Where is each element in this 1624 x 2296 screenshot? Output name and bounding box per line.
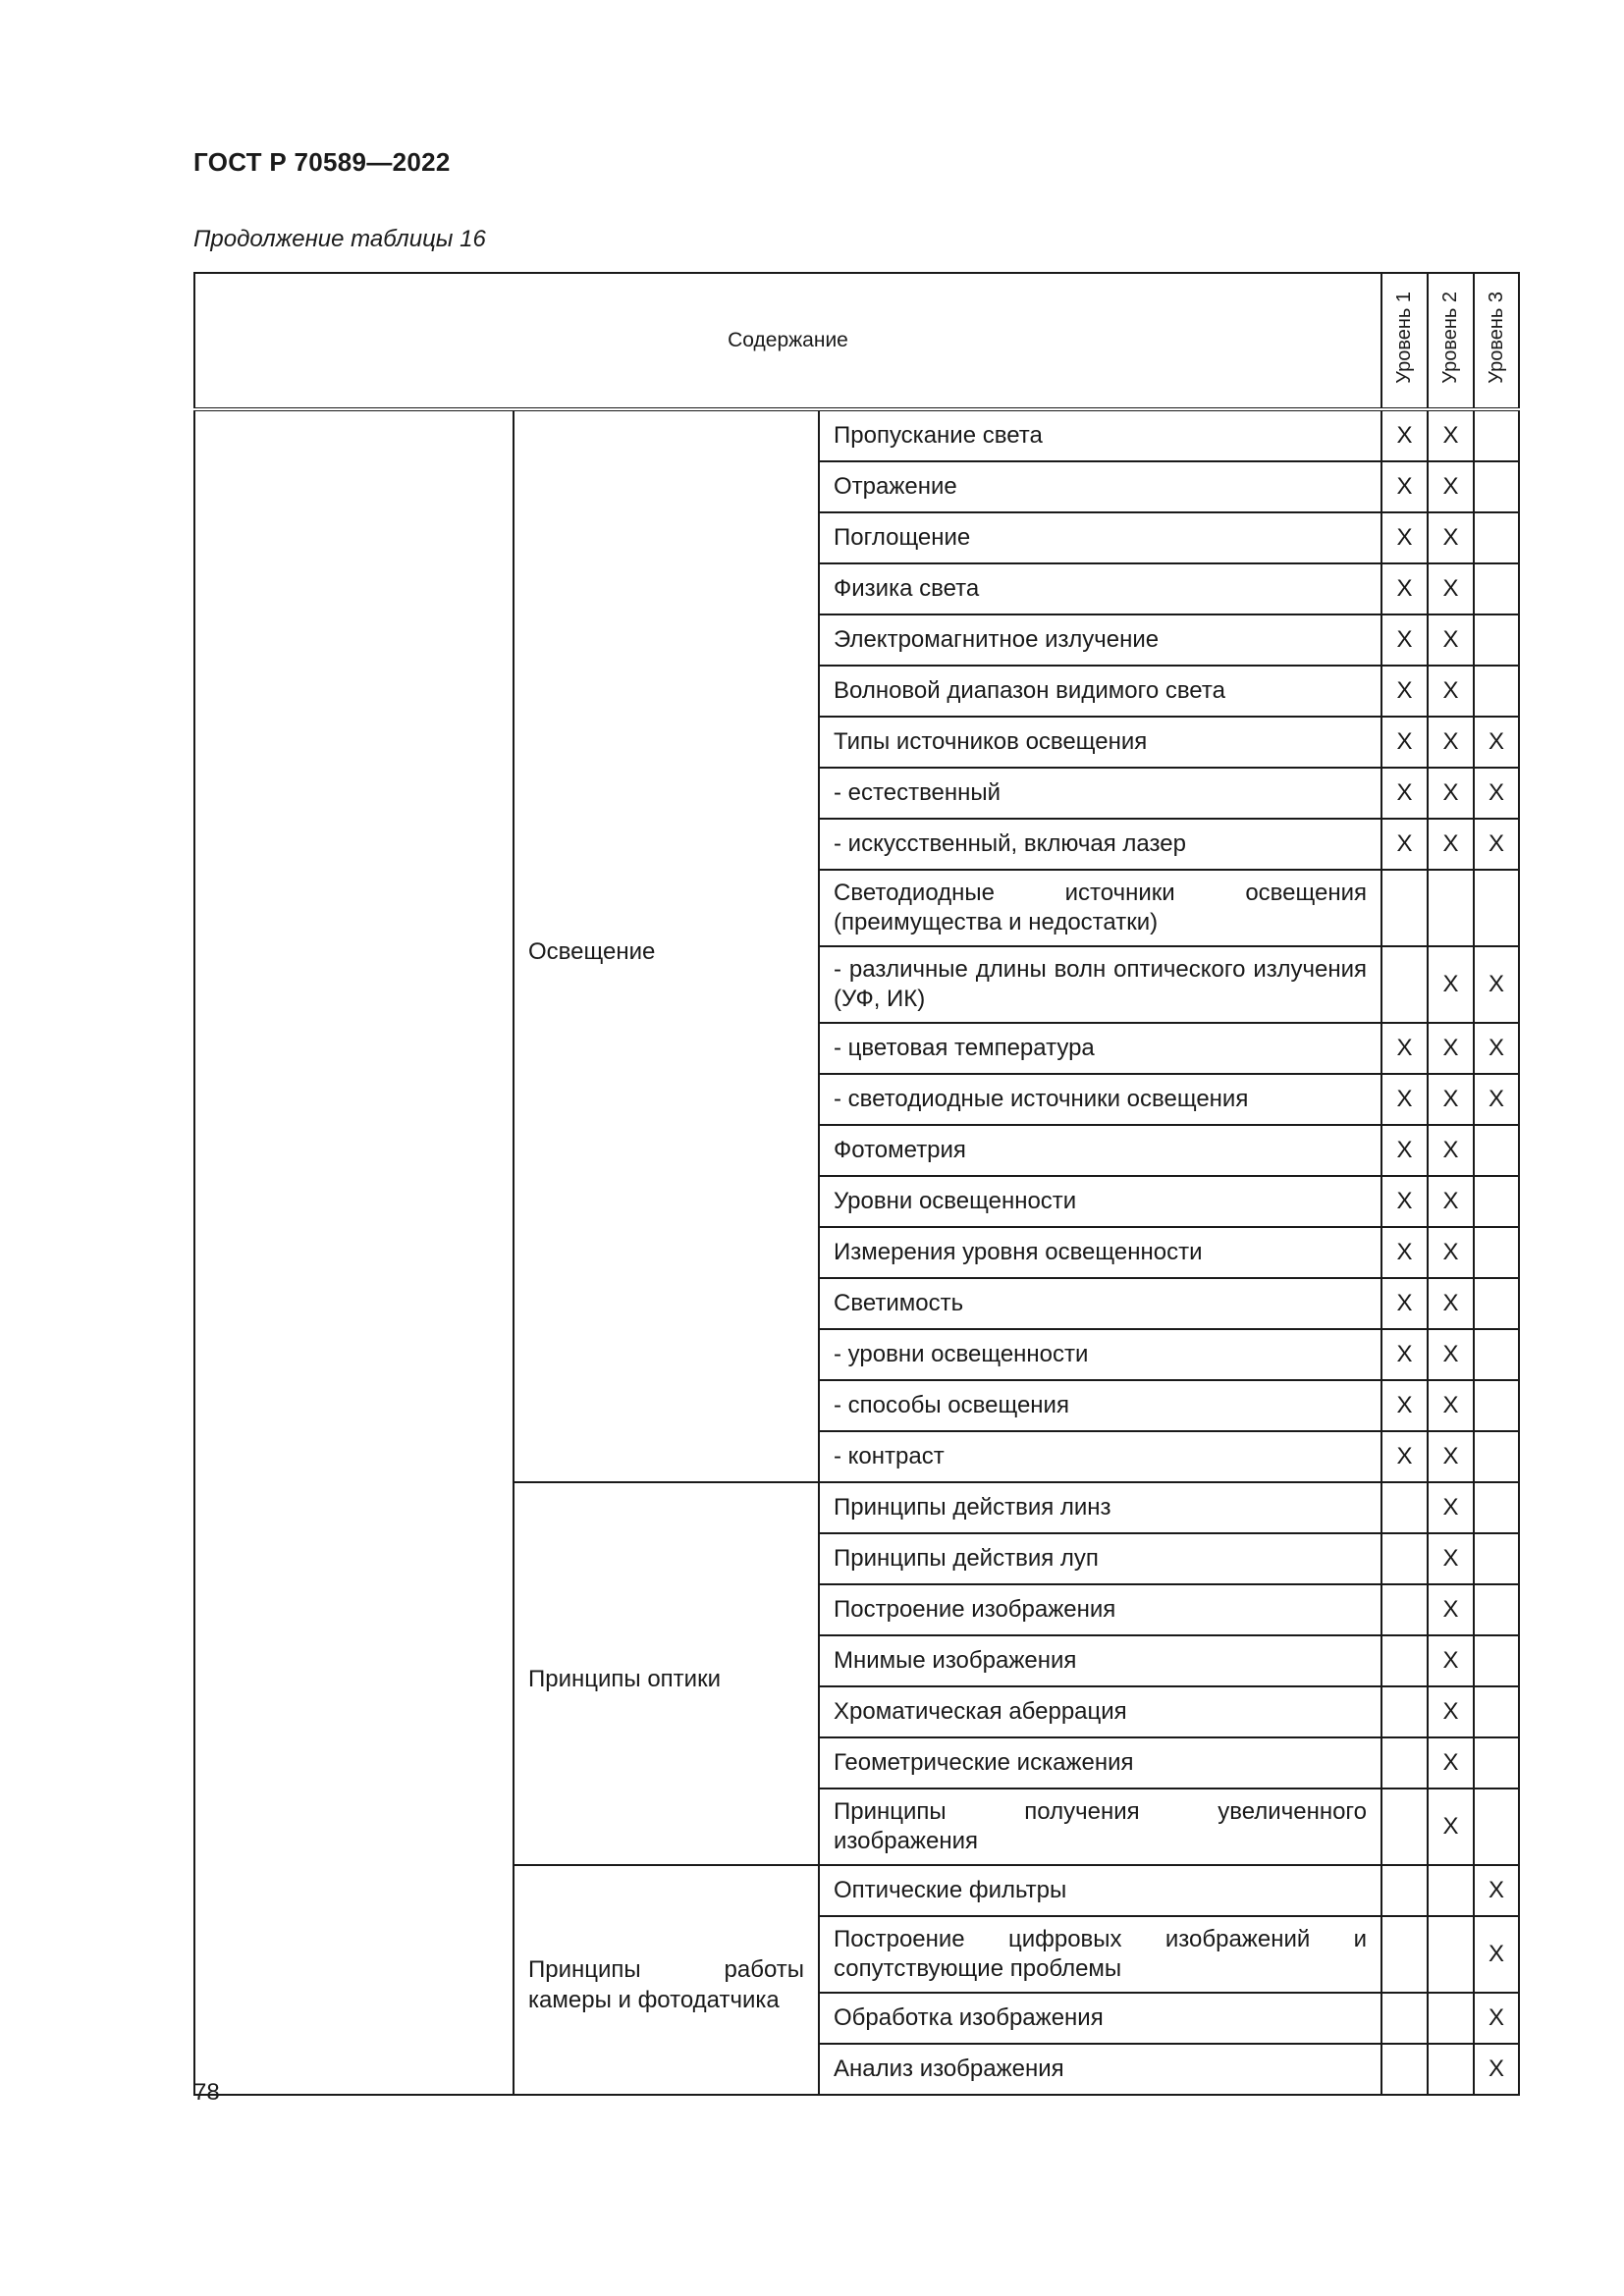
level-2-mark: X	[1428, 512, 1474, 563]
item-cell: Волновой диапазон видимого света	[819, 666, 1381, 717]
level-3-mark: X	[1474, 1865, 1519, 1916]
level-3-mark: X	[1474, 717, 1519, 768]
header-level-3	[1474, 273, 1519, 409]
level-3-mark: X	[1474, 1993, 1519, 2044]
level-1-mark	[1381, 1686, 1428, 1737]
item-cell: Принципы получения увеличенного изображения	[819, 1789, 1381, 1865]
item-cell: - уровни освещенности	[819, 1329, 1381, 1380]
level-1-mark	[1381, 1993, 1428, 2044]
level-3-mark	[1474, 666, 1519, 717]
page-number: 78	[193, 2079, 220, 2106]
level-1-mark: X	[1381, 1380, 1428, 1431]
level-1-mark	[1381, 1789, 1428, 1865]
level-3-mark	[1474, 563, 1519, 614]
level-1-mark: X	[1381, 717, 1428, 768]
level-3-mark	[1474, 1176, 1519, 1227]
level-3-mark	[1474, 1125, 1519, 1176]
level-2-mark: X	[1428, 1431, 1474, 1482]
level-1-mark: X	[1381, 1278, 1428, 1329]
item-cell: Геометрические искажения	[819, 1737, 1381, 1789]
level-2-mark	[1428, 1993, 1474, 2044]
level-3-mark	[1474, 1789, 1519, 1865]
level-2-mark: X	[1428, 1074, 1474, 1125]
item-cell: Принципы действия линз	[819, 1482, 1381, 1533]
level-2-mark: X	[1428, 1686, 1474, 1737]
level-2-mark: X	[1428, 717, 1474, 768]
level-2-mark: X	[1428, 1278, 1474, 1329]
level-2-mark: X	[1428, 1380, 1474, 1431]
level-2-mark: X	[1428, 768, 1474, 819]
level-2-mark	[1428, 1916, 1474, 1993]
document-title: ГОСТ Р 70589—2022	[193, 147, 451, 177]
level-2-mark: X	[1428, 819, 1474, 870]
level-2-mark: X	[1428, 1227, 1474, 1278]
header-level-1	[1381, 273, 1428, 409]
level-2-mark: X	[1428, 563, 1474, 614]
level-3-mark	[1474, 1227, 1519, 1278]
level-1-mark: X	[1381, 819, 1428, 870]
table-caption: Продолжение таблицы 16	[193, 226, 486, 252]
level-2-mark: X	[1428, 1176, 1474, 1227]
level-3-mark: X	[1474, 819, 1519, 870]
level-2-mark: X	[1428, 666, 1474, 717]
item-cell: Мнимые изображения	[819, 1635, 1381, 1686]
level-2-mark: X	[1428, 1023, 1474, 1074]
level-2-mark: X	[1428, 409, 1474, 461]
item-cell: Физика света	[819, 563, 1381, 614]
level-2-mark: X	[1428, 1329, 1474, 1380]
level-1-mark	[1381, 870, 1428, 946]
level-1-mark: X	[1381, 1227, 1428, 1278]
level-1-mark: X	[1381, 461, 1428, 512]
level-1-mark	[1381, 946, 1428, 1023]
level-3-mark	[1474, 1584, 1519, 1635]
level-1-mark: X	[1381, 1074, 1428, 1125]
level-3-mark: X	[1474, 1023, 1519, 1074]
level-3-mark: X	[1474, 1916, 1519, 1993]
level-2-mark: X	[1428, 946, 1474, 1023]
level-1-mark: X	[1381, 768, 1428, 819]
level-1-mark	[1381, 1635, 1428, 1686]
level-2-mark: X	[1428, 1533, 1474, 1584]
level-1-mark: X	[1381, 1125, 1428, 1176]
level-3-mark: X	[1474, 2044, 1519, 2095]
level-1-mark: X	[1381, 409, 1428, 461]
level-1-mark: X	[1381, 563, 1428, 614]
level-3-mark	[1474, 1278, 1519, 1329]
level-2-mark	[1428, 1865, 1474, 1916]
level-3-mark	[1474, 1635, 1519, 1686]
level-1-mark	[1381, 1482, 1428, 1533]
level-2-mark	[1428, 870, 1474, 946]
item-cell: - искусственный, включая лазер	[819, 819, 1381, 870]
level-3-mark	[1474, 1686, 1519, 1737]
item-cell: - контраст	[819, 1431, 1381, 1482]
item-cell: - цветовая температура	[819, 1023, 1381, 1074]
item-cell: Отражение	[819, 461, 1381, 512]
group-name: Принципы работы камеры и фотодатчика	[514, 1865, 819, 2095]
level-3-mark	[1474, 1533, 1519, 1584]
level-1-mark: X	[1381, 1329, 1428, 1380]
level-3-mark: X	[1474, 946, 1519, 1023]
item-cell: Построение изображения	[819, 1584, 1381, 1635]
header-level-1-label: Уровень 1	[1393, 291, 1415, 384]
level-1-mark: X	[1381, 1176, 1428, 1227]
level-3-mark	[1474, 614, 1519, 666]
level-3-mark	[1474, 1482, 1519, 1533]
level-2-mark: X	[1428, 1635, 1474, 1686]
level-3-mark	[1474, 870, 1519, 946]
item-cell: Хроматическая аберрация	[819, 1686, 1381, 1737]
level-3-mark	[1474, 1380, 1519, 1431]
content-table	[193, 272, 1520, 2096]
item-cell: Построение цифровых изображений и сопутствующие проблемы	[819, 1916, 1381, 1993]
item-cell: Поглощение	[819, 512, 1381, 563]
table-row	[194, 409, 1519, 461]
level-1-mark	[1381, 1533, 1428, 1584]
level-3-mark	[1474, 512, 1519, 563]
level-3-mark	[1474, 1329, 1519, 1380]
header-level-2-label: Уровень 2	[1439, 291, 1461, 384]
item-cell: Анализ изображения	[819, 2044, 1381, 2095]
level-3-mark: X	[1474, 768, 1519, 819]
level-2-mark: X	[1428, 461, 1474, 512]
level-2-mark: X	[1428, 614, 1474, 666]
item-cell: Оптические фильтры	[819, 1865, 1381, 1916]
level-1-mark	[1381, 1737, 1428, 1789]
level-3-mark	[1474, 461, 1519, 512]
level-2-mark: X	[1428, 1737, 1474, 1789]
item-cell: - естественный	[819, 768, 1381, 819]
item-cell: Принципы действия луп	[819, 1533, 1381, 1584]
item-cell: - светодиодные источники освещения	[819, 1074, 1381, 1125]
item-cell: Светодиодные источники освещения (преимущества и недостатки)	[819, 870, 1381, 946]
group-name: Освещение	[514, 409, 819, 1482]
level-3-mark	[1474, 409, 1519, 461]
item-cell: Обработка изображения	[819, 1993, 1381, 2044]
level-1-mark	[1381, 2044, 1428, 2095]
item-cell: Измерения уровня освещенности	[819, 1227, 1381, 1278]
level-2-mark: X	[1428, 1584, 1474, 1635]
level-1-mark: X	[1381, 666, 1428, 717]
level-1-mark	[1381, 1584, 1428, 1635]
level-2-mark: X	[1428, 1789, 1474, 1865]
item-cell: Фотометрия	[819, 1125, 1381, 1176]
group-name: Принципы оптики	[514, 1482, 819, 1865]
level-3-mark: X	[1474, 1074, 1519, 1125]
section-blank-cell	[194, 409, 514, 2095]
item-cell: - способы освещения	[819, 1380, 1381, 1431]
level-2-mark: X	[1428, 1482, 1474, 1533]
item-cell: Светимость	[819, 1278, 1381, 1329]
item-cell: Типы источников освещения	[819, 717, 1381, 768]
item-cell: - различные длины волн оптического излучения (УФ, ИК)	[819, 946, 1381, 1023]
item-cell: Пропускание света	[819, 409, 1381, 461]
level-1-mark: X	[1381, 614, 1428, 666]
level-1-mark: X	[1381, 1023, 1428, 1074]
item-cell: Уровни освещенности	[819, 1176, 1381, 1227]
header-content: Содержание	[194, 273, 1381, 409]
header-level-2	[1428, 273, 1474, 409]
table-header-row	[194, 273, 1519, 409]
level-1-mark	[1381, 1916, 1428, 1993]
level-1-mark: X	[1381, 1431, 1428, 1482]
level-1-mark	[1381, 1865, 1428, 1916]
level-3-mark	[1474, 1737, 1519, 1789]
level-1-mark: X	[1381, 512, 1428, 563]
table-body	[194, 409, 1519, 2095]
level-3-mark	[1474, 1431, 1519, 1482]
header-level-3-label: Уровень 3	[1485, 291, 1507, 384]
item-cell: Электромагнитное излучение	[819, 614, 1381, 666]
level-2-mark	[1428, 2044, 1474, 2095]
level-2-mark: X	[1428, 1125, 1474, 1176]
